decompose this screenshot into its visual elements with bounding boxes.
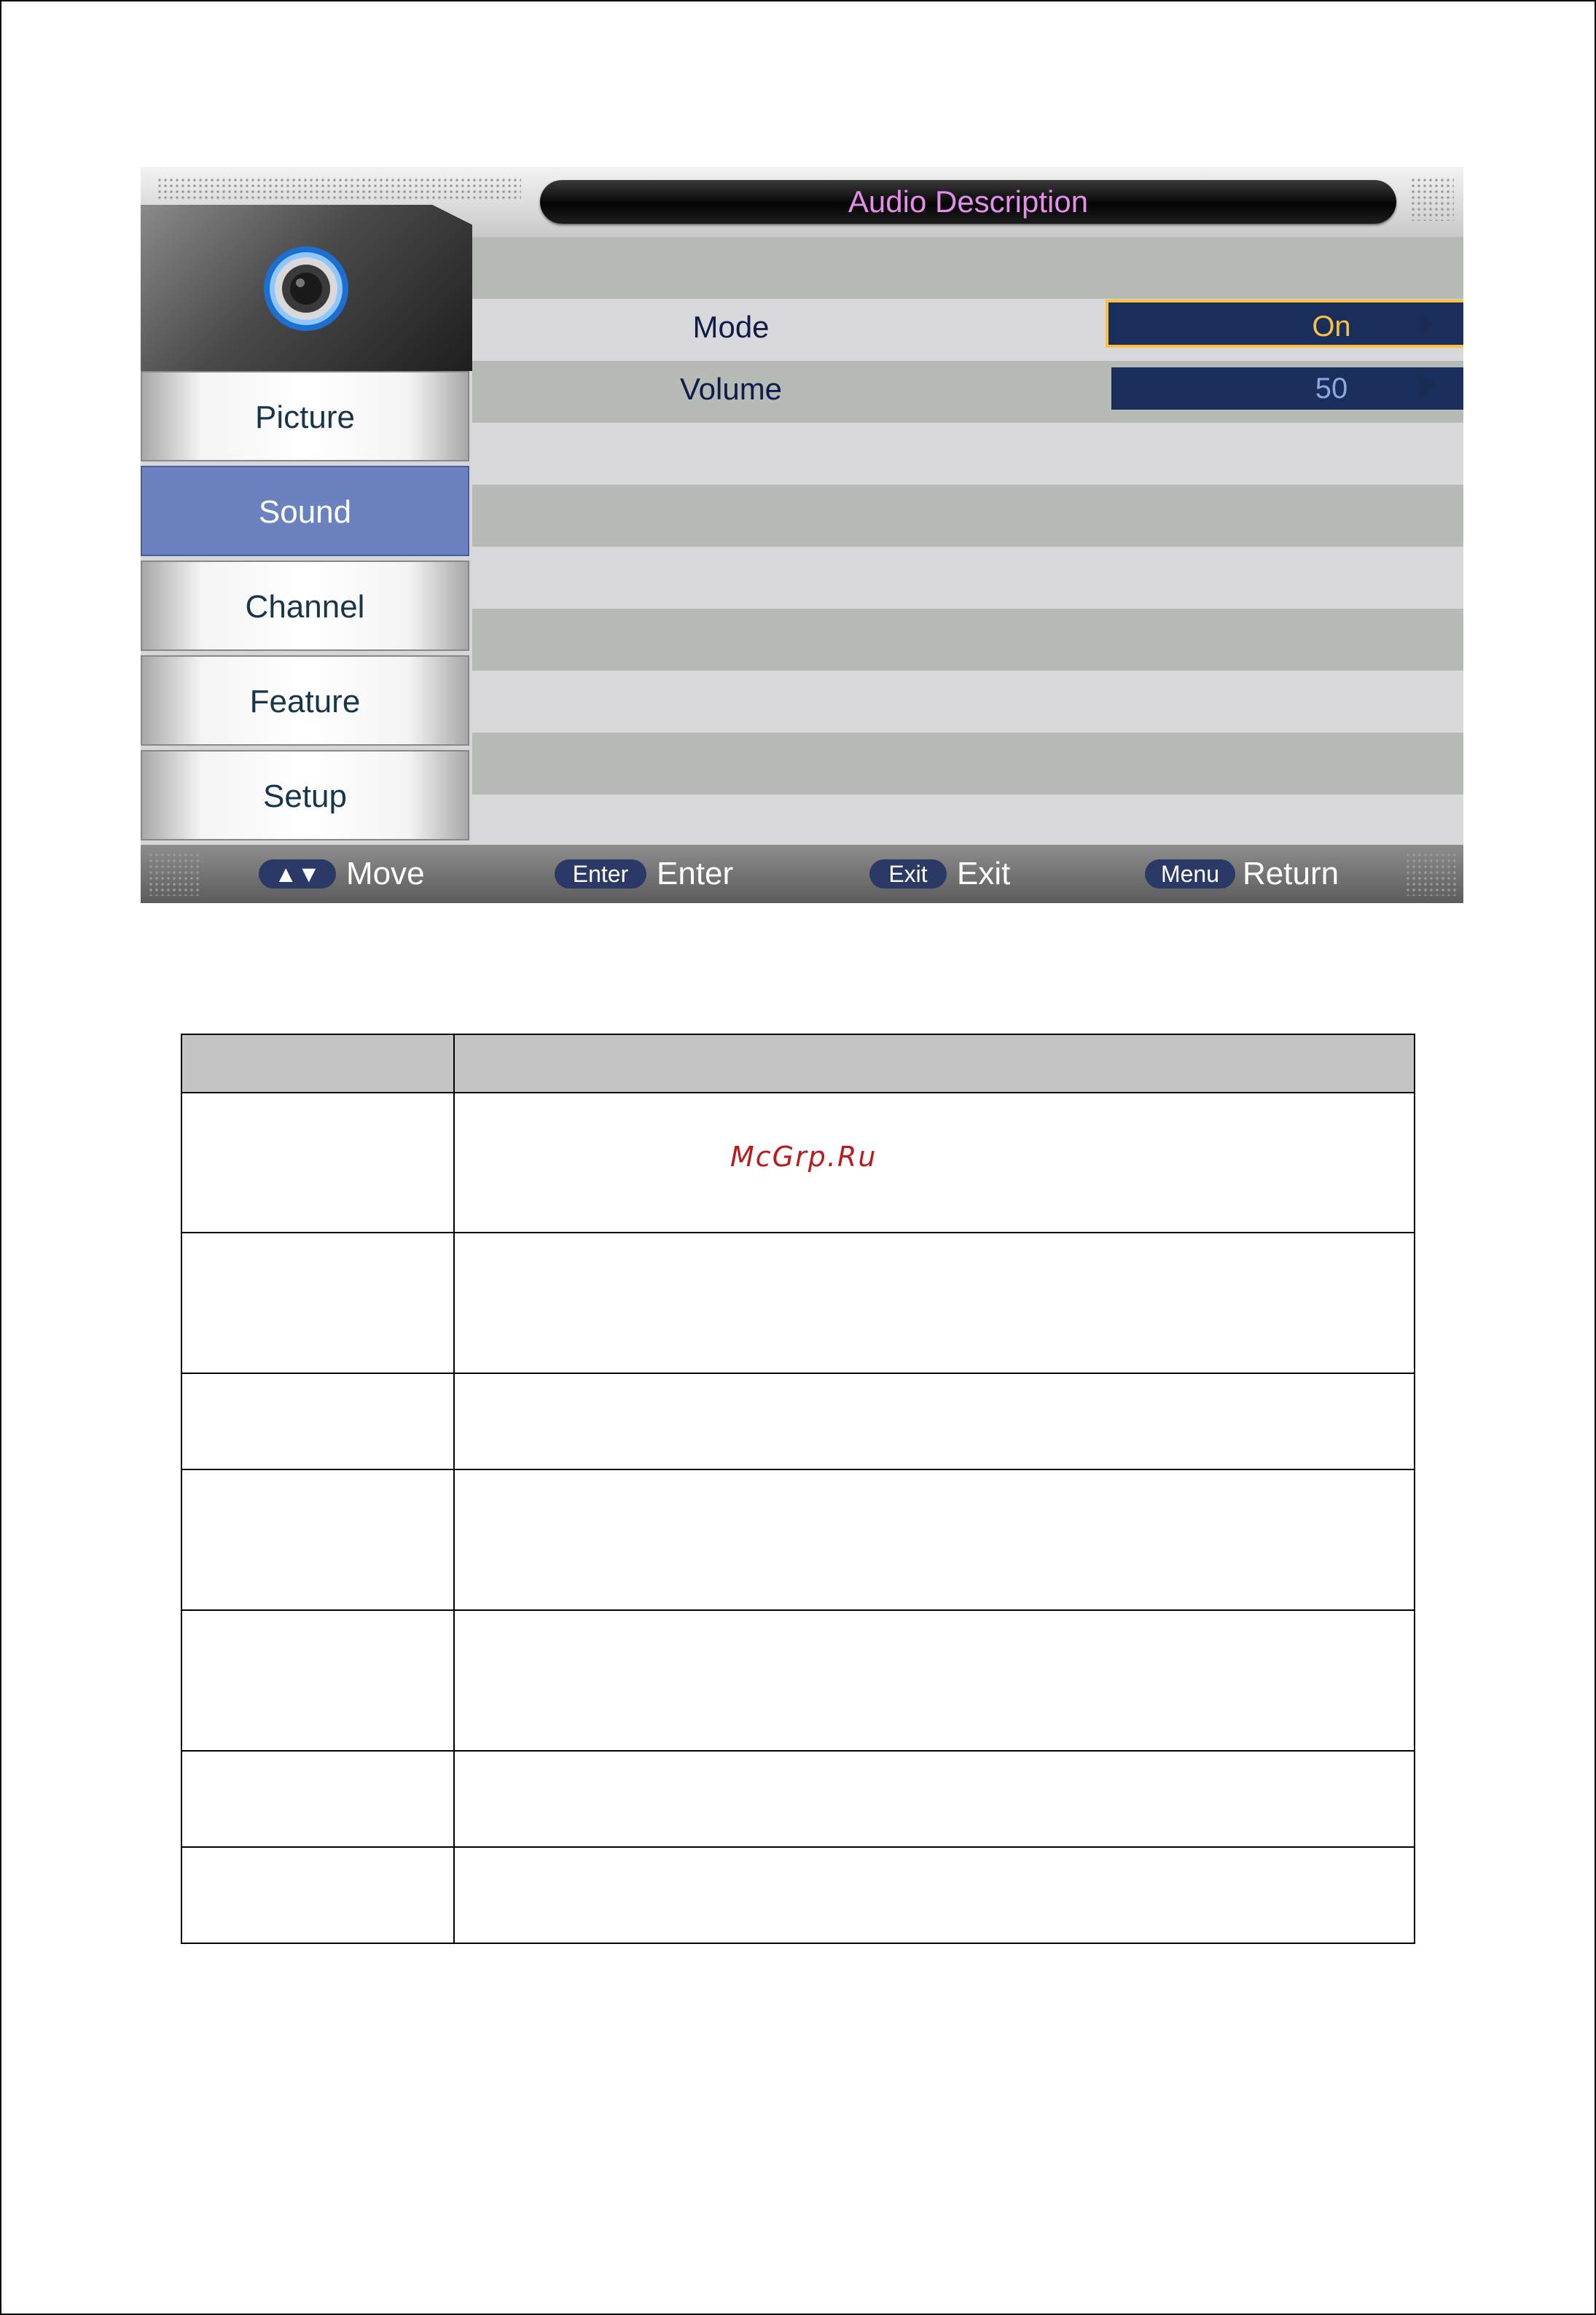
enter-hint: Enter (657, 856, 734, 891)
mode-label: Mode (692, 310, 770, 344)
menu-key-icon: Menu (1145, 859, 1235, 889)
category-sidebar (141, 371, 472, 845)
table-row (181, 1469, 1415, 1610)
move-hint: Move (346, 856, 425, 891)
sidebar-item-sound[interactable]: Sound (141, 466, 469, 556)
row-stripe (472, 671, 1463, 733)
footer-texture (1405, 852, 1456, 896)
row-stripe (472, 609, 1463, 671)
sidebar-item-setup[interactable]: Setup (141, 750, 469, 840)
table-header-cell (181, 1034, 454, 1093)
table-cell (454, 1469, 1415, 1610)
row-stripe (472, 423, 1463, 485)
volume-label: Volume (679, 372, 783, 406)
table-cell (181, 1233, 454, 1373)
sidebar-item-picture[interactable]: Picture (141, 371, 469, 461)
exit-key-icon: Exit (869, 859, 947, 889)
table-header-row (181, 1034, 1415, 1093)
sidebar-item-channel[interactable]: Channel (141, 561, 469, 651)
mode-value[interactable]: On (1106, 300, 1463, 348)
table-cell (454, 1610, 1415, 1751)
mode-right-arrow-icon[interactable] (1420, 313, 1433, 334)
header-texture (1410, 177, 1454, 221)
tv-osd-menu (141, 167, 1463, 903)
volume-value[interactable]: 50 (1111, 367, 1463, 410)
menu-title: Audio Description (540, 180, 1396, 224)
sound-logo-panel (141, 205, 472, 371)
settings-panel (472, 237, 1463, 845)
osd-footer-bar (141, 845, 1463, 903)
move-key-icon: ▲▼ (259, 859, 336, 889)
table-cell (454, 1093, 1415, 1233)
watermark: McGrp.Ru (730, 1141, 877, 1173)
table-row (181, 1751, 1415, 1847)
exit-hint: Exit (957, 856, 1011, 891)
row-stripe (472, 237, 1463, 299)
row-stripe (472, 485, 1463, 547)
table-row (181, 1233, 1415, 1373)
enter-key-icon: Enter (555, 859, 646, 889)
speaker-icon (262, 245, 350, 332)
table-cell (181, 1469, 454, 1610)
footer-texture (148, 852, 199, 896)
return-hint: Return (1243, 856, 1339, 891)
table-header-cell (454, 1034, 1415, 1093)
sidebar-item-feature[interactable]: Feature (141, 655, 469, 746)
table-cell (454, 1847, 1415, 1943)
table-row (181, 1610, 1415, 1751)
table-cell (181, 1847, 454, 1943)
table-cell (454, 1233, 1415, 1373)
row-stripe (472, 795, 1463, 845)
table-cell (181, 1093, 454, 1233)
table-row (181, 1373, 1415, 1469)
table-cell (454, 1373, 1415, 1469)
table-cell (454, 1751, 1415, 1847)
table-cell (181, 1751, 454, 1847)
row-stripe (472, 733, 1463, 795)
header-texture (157, 177, 521, 199)
table-cell (181, 1373, 454, 1469)
table-row (181, 1847, 1415, 1943)
volume-right-arrow-icon[interactable] (1420, 375, 1433, 396)
table-cell (181, 1610, 454, 1751)
row-stripe (472, 547, 1463, 609)
